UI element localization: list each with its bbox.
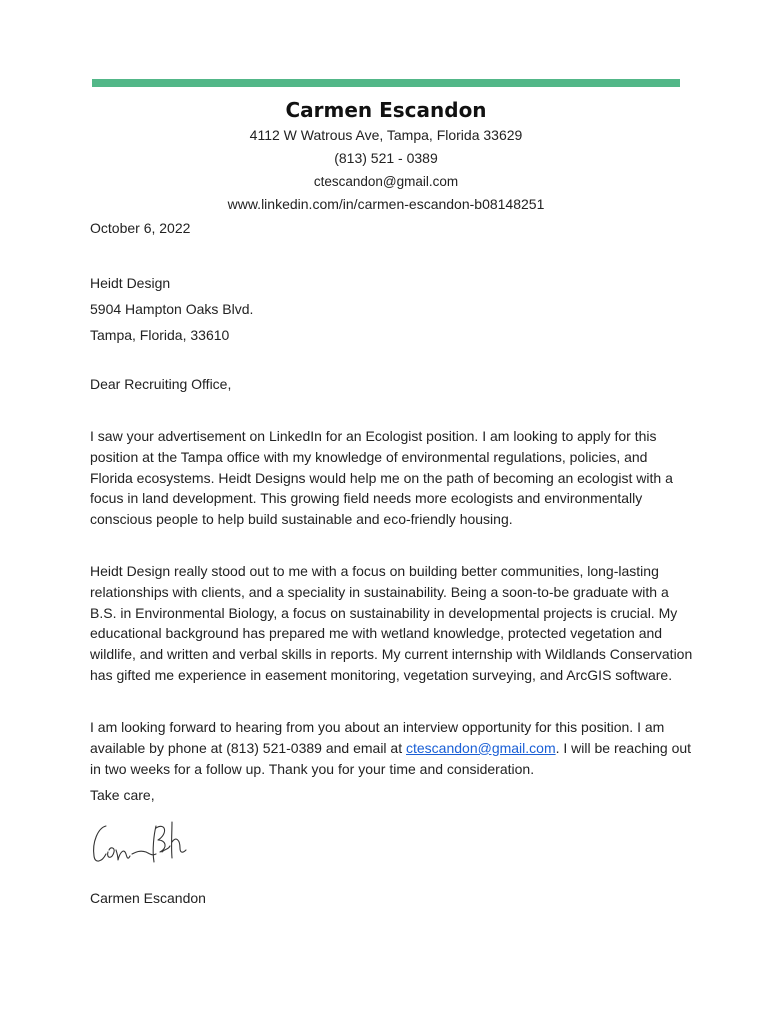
paragraph-1-line: position at the Tampa office with my knowledge of environmental regulations, policies, and xyxy=(90,448,648,465)
sender-name: Carmen Escandon xyxy=(285,98,487,122)
sender-linkedin: www.linkedin.com/in/carmen-escandon-b08148251 xyxy=(227,196,545,212)
paragraph-2-line: educational background has prepared me with wetland knowledge, protected vegetation and xyxy=(90,625,663,642)
paragraph-3-line xyxy=(90,738,692,759)
paragraph-3-line: in two weeks for a follow up. Thank you for your time and consideration. xyxy=(90,760,535,777)
recipient-block xyxy=(90,270,680,348)
paragraph-1-line: I saw your advertisement on LinkedIn for an Ecologist position. I am looking to apply for this xyxy=(90,428,657,444)
paragraph-2-line: relationships with clients, and a speciality in sustainability. Being a soon-to-be graduate with a xyxy=(90,583,669,600)
sender-address: 4112 W Watrous Ave, Tampa, Florida 33629 xyxy=(249,127,523,143)
letter-date xyxy=(90,218,680,239)
paragraph-1-line: focus in land development. This growing field needs more ecologists and environmentally xyxy=(90,490,643,507)
salutation-text: Dear Recruiting Office, xyxy=(90,376,232,392)
date-text: October 6, 2022 xyxy=(90,220,191,236)
signature-name-block xyxy=(90,888,680,909)
paragraph-2-line: wildlife, and written and verbal skills in reports. My current internship with Wildlands Conservation xyxy=(90,646,693,663)
paragraph-2-line: B.S. in Environmental Biology, a focus on sustainability in developmental projects is crucial. My xyxy=(90,604,678,621)
sender-phone: (813) 521 - 0389 xyxy=(334,150,438,166)
paragraph-1-line: conscious people to help build sustainable and eco-friendly housing. xyxy=(90,511,513,528)
paragraph-3-line: I am looking forward to hearing from you about an interview opportunity for this position. I am xyxy=(90,719,665,735)
header-accent-rule xyxy=(92,79,680,87)
paragraph-2-line: Heidt Design really stood out to me with a focus on building better communities, long-lasting xyxy=(90,563,659,579)
signature-name: Carmen Escandon xyxy=(90,890,206,906)
email-link[interactable]: ctescandon@gmail.com xyxy=(406,739,556,756)
paragraph-2-line: has gifted me experience in easement monitoring, vegetation surveying, and ArcGIS software. xyxy=(90,666,673,683)
salutation xyxy=(90,374,680,395)
recipient-company: Heidt Design xyxy=(90,275,171,291)
recipient-street: 5904 Hampton Oaks Blvd. xyxy=(90,301,254,317)
letter-header xyxy=(92,96,680,216)
recipient-city: Tampa, Florida, 33610 xyxy=(90,327,230,343)
paragraph-1-line: Florida ecosystems. Heidt Designs would help me on the path of becoming an ecologist with a xyxy=(90,469,673,486)
paragraph-3-text: available by phone at (813) 521-0389 and email at xyxy=(90,739,406,756)
closing-text: Take care, xyxy=(90,787,155,803)
paragraph-2 xyxy=(90,561,693,686)
paragraph-3-text: . I will be reaching out xyxy=(555,739,692,756)
sender-email: ctescandon@gmail.com xyxy=(313,174,459,189)
paragraph-3 xyxy=(90,717,692,779)
handwritten-signature xyxy=(88,812,198,874)
paragraph-1 xyxy=(90,426,680,530)
closing xyxy=(90,785,680,806)
